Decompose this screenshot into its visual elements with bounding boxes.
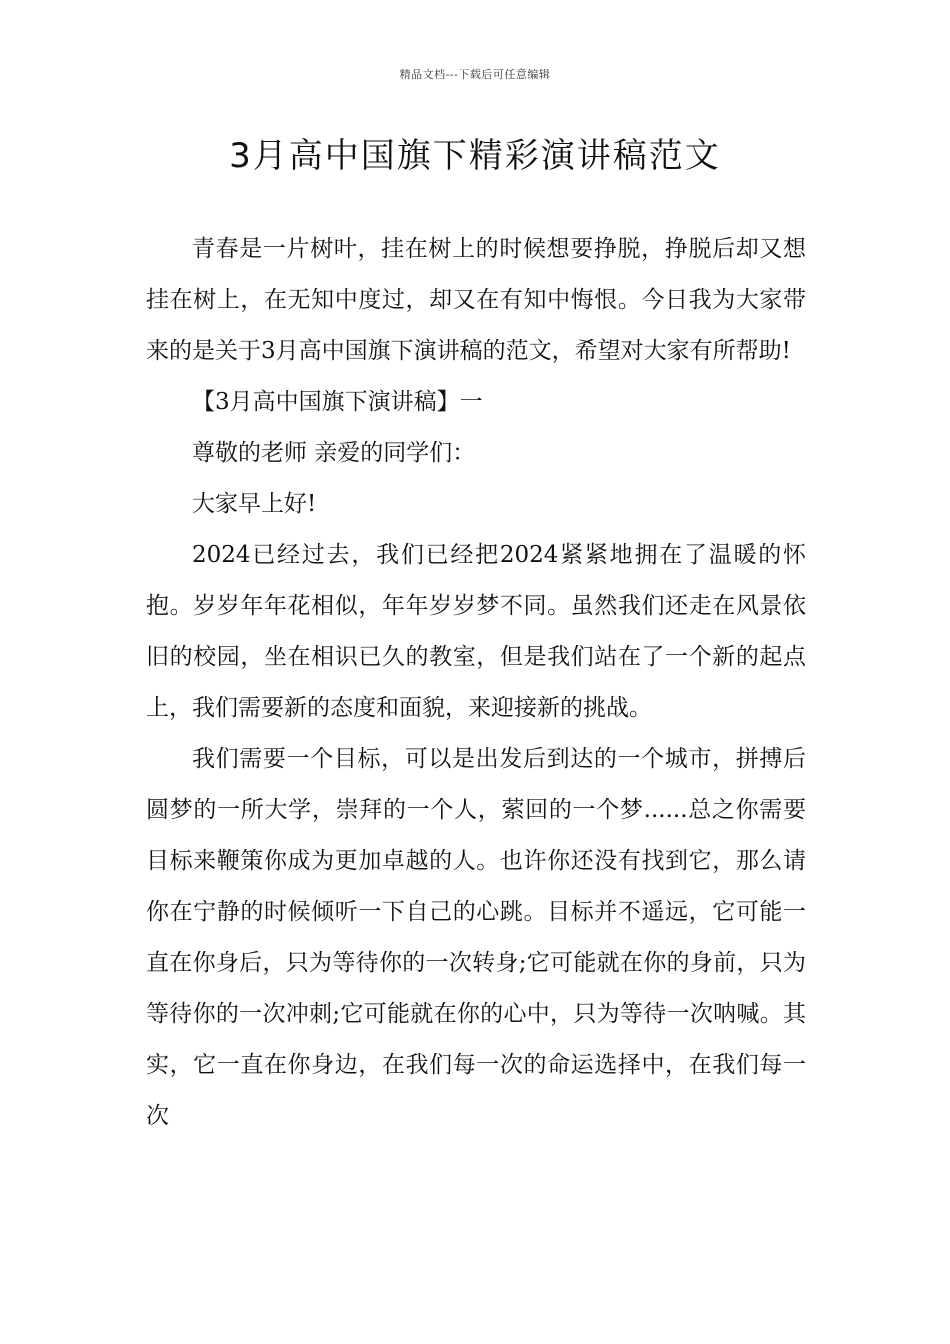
paragraph-salutation: 尊敬的老师 亲爱的同学们：	[192, 440, 476, 466]
paragraph-section-heading: 【3月高中国旗下演讲稿】一	[192, 389, 483, 415]
header-note: 精品文档---下载后可任意编辑	[399, 68, 551, 81]
paragraph-goal: 我们需要一个目标，可以是出发后到达的一个城市，拼搏后圆梦的一所大学，崇拜的一个人，萦回的一个梦......总之你需要目标来鞭策你成为更加卓越的人。也许你还没有找到它，那么请你在宁静的时候倾听一下自己的心跳。目标并不遥远，它可能一直在你身后，只为等待你的一次转身;它可能就在你的身前，只为等待你的一次冲刺;它可能就在你的心中，只为等待一次呐喊。其实，它一直在你身边，在我们每一次的命运选择中，在我们每一次	[146, 746, 806, 1129]
document-title: 3月高中国旗下精彩演讲稿范文	[229, 136, 721, 176]
paragraph-new-year: 2024已经过去，我们已经把2024紧紧地拥在了温暖的怀抱。岁岁年年花相似，年年岁岁梦不同。虽然我们还走在风景依旧的校园，坐在相识已久的教室，但是我们站在了一个新的起点上，我们需要新的态度和面貌，来迎接新的挑战。	[146, 542, 806, 721]
document-body	[146, 224, 806, 1142]
paragraph-intro: 青春是一片树叶，挂在树上的时候想要挣脱，挣脱后却又想挂在树上，在无知中度过，却又在有知中悔恨。今日我为大家带来的是关于3月高中国旗下演讲稿的范文，希望对大家有所帮助!	[146, 236, 806, 364]
paragraph-greeting: 大家早上好!	[192, 491, 317, 517]
